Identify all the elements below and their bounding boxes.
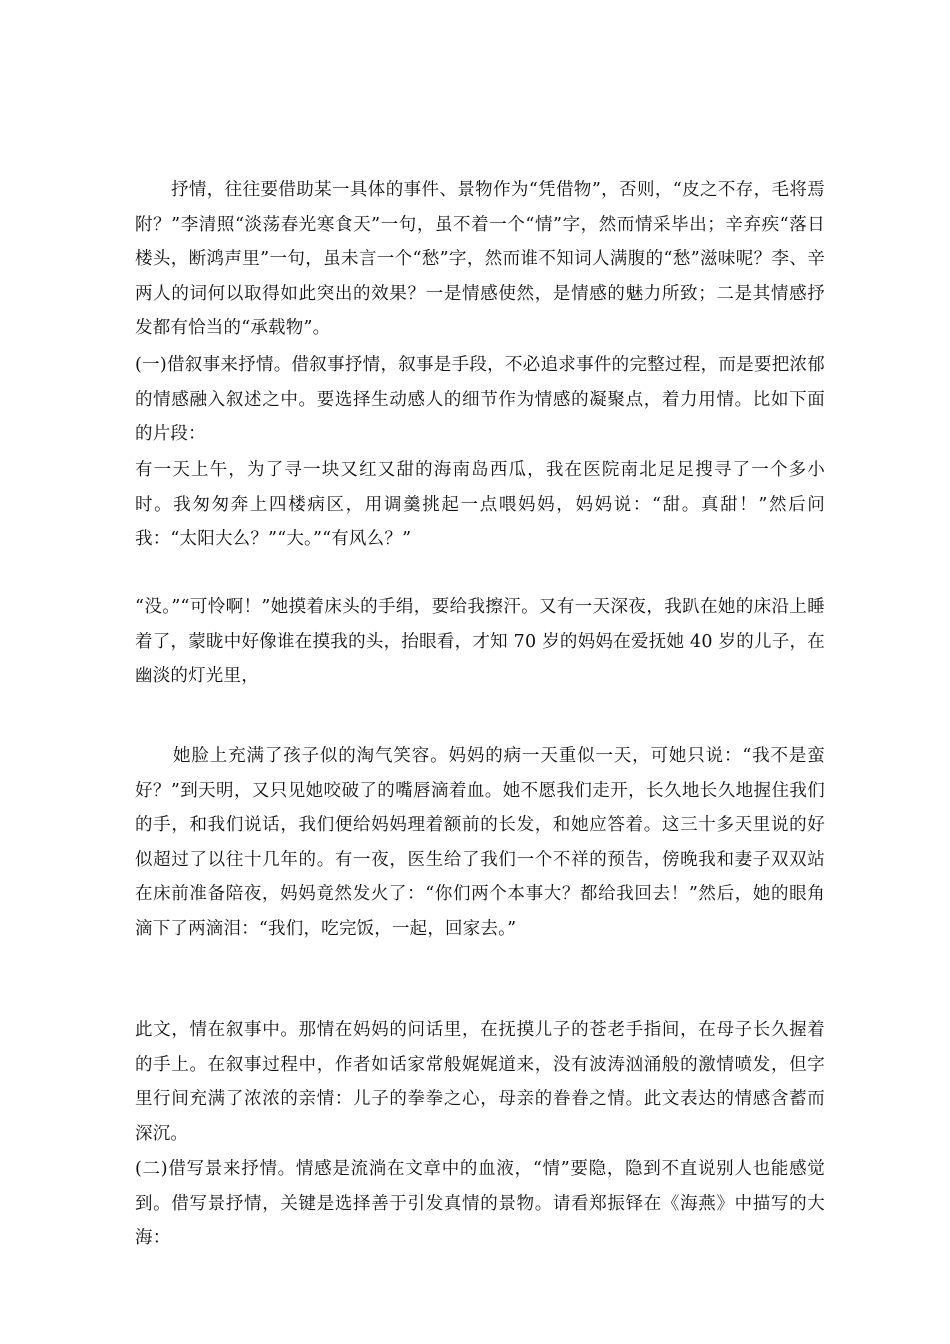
paragraph-example-part-three: 她脸上充满了孩子似的淘气笑容。妈妈的病一天重似一天，可她只说：“我不是蛮好？”到天明，又只见她咬破了的嘴唇滴着血。她不愿我们走开，长久地长久地握住我们的手，和我们说话，我们便给妈妈理着额前的长发，和她应答着。这三十多天里说的好似超过了以往十几年的。有一夜，医生给了我们一个不祥的预告，傍晚我和妻子双双站在床前准备陪夜，妈妈竟然发火了：“你们两个本事大？都给我回去！”然后，她的眼角滴下了两滴泪：“我们，吃完饭，一起，回家去。” xyxy=(135,746,825,939)
paragraph-section-two: (二)借写景来抒情。情感是流淌在文章中的血液，“情”要隐，隐到不直说别人也能感觉到。借写景抒情，关键是选择善于引发真情的景物。请看郑振铎在《海燕》中描写的大海： xyxy=(135,1159,825,1248)
paragraph-example-part-one: 有一天上午，为了寻一块又红又甜的海南岛西瓜，我在医院南北足足搜寻了一个多小时。我匆匆奔上四楼病区，用调羹挑起一点喂妈妈，妈妈说：“甜。真甜！”然后问我：“太阳大么？”“大。”“有风么？” xyxy=(135,460,825,549)
paragraph-intro: 抒情，往往要借助某一具体的事件、景物作为“凭借物”，否则，“皮之不存，毛将焉附？”李清照“淡荡春光寒食天”一句，虽不着一个“情”字，然而情采毕出；辛弃疾“落日楼头，断鸿声里”一句，虽未言一个“愁”字，然而谁不知词人满腹的“愁”滋味呢？李、辛两人的词何以取得如此突出的效果？一是情感使然，是情感的魅力所致；二是其情感抒发都有恰当的“承载物”。 xyxy=(135,180,825,338)
paragraph-section-one: (一)借叙事来抒情。借叙事抒情，叙事是手段，不必追求事件的完整过程，而是要把浓郁的情感融入叙述之中。要选择生动感人的细节作为情感的凝聚点，着力用情。比如下面的片段： xyxy=(135,355,825,444)
paragraph-analysis: 此文，情在叙事中。那情在妈妈的问话里，在抚摸儿子的苍老手指间，在母子长久握着的手上。在叙事过程中，作者如话家常般娓娓道来，没有波涛汹涌般的激情喷发，但字里行间充满了浓浓的亲情：儿子的拳拳之心，母亲的眷眷之情。此文表达的情感含蓄而深沉。 xyxy=(135,1020,825,1144)
paragraph-example-part-two: “没。”“可怜啊！”她摸着床头的手绢，要给我擦汗。又有一天深夜，我趴在她的床沿上睡着了，蒙眬中好像谁在摸我的头，抬眼看，才知 70 岁的妈妈在爱抚她 40 岁的儿子，在幽淡的灯光里， xyxy=(135,597,825,686)
